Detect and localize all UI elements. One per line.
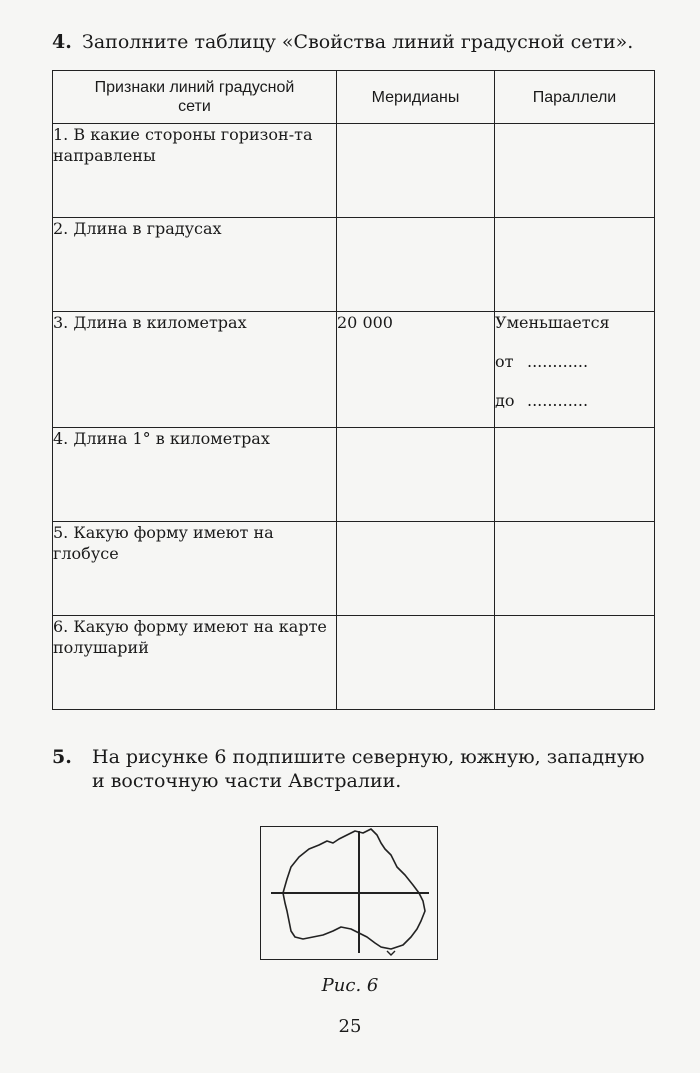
- row-question: 3. Длина в километрах: [53, 312, 337, 428]
- parallels-answer-cell[interactable]: [495, 616, 655, 710]
- row-question: 2. Длина в градусах: [53, 218, 337, 312]
- table-row: [53, 428, 655, 522]
- meridians-answer-cell[interactable]: [337, 124, 495, 218]
- australia-outline-map-icon: [261, 827, 436, 958]
- parallels-answer-cell[interactable]: [495, 218, 655, 312]
- header-meridians: Меридианы: [337, 71, 495, 124]
- table-header-row: [53, 71, 655, 124]
- from-label: от: [495, 352, 514, 371]
- to-blank[interactable]: ............: [527, 391, 589, 410]
- task-4: [52, 30, 633, 54]
- task-text: Заполните таблицу «Свойства линий градусной сети».: [82, 31, 634, 53]
- row-question: 1. В какие стороны горизон-та направлены: [53, 124, 337, 218]
- properties-table: [52, 70, 655, 710]
- parallels-value-cell: [495, 312, 655, 428]
- task-number: 4.: [52, 31, 72, 53]
- task-5: [52, 745, 652, 792]
- parallels-answer-cell[interactable]: [495, 124, 655, 218]
- header-parallels: Параллели: [495, 71, 655, 124]
- task-number: 5.: [52, 746, 72, 768]
- row-question: 5. Какую форму имеют на глобусе: [53, 522, 337, 616]
- to-label: до: [495, 391, 515, 410]
- row-question: 6. Какую форму имеют на карте полушарий: [53, 616, 337, 710]
- page-number: 25: [338, 1016, 362, 1037]
- row-question: 4. Длина 1° в километрах: [53, 428, 337, 522]
- table-row: [53, 218, 655, 312]
- task-text: На рисунке 6 подпишите северную, южную, западную и восточную части Австралии.: [92, 746, 645, 792]
- meridians-answer-cell[interactable]: [337, 616, 495, 710]
- to-line: [495, 390, 654, 411]
- meridians-answer-cell[interactable]: [337, 522, 495, 616]
- figure-6: [260, 826, 438, 960]
- from-line: [495, 351, 654, 372]
- meridians-answer-cell[interactable]: [337, 428, 495, 522]
- header-features: Признаки линий градусной сети: [53, 71, 337, 124]
- table-row: [53, 312, 655, 428]
- table-row: [53, 616, 655, 710]
- meridians-answer-cell[interactable]: [337, 218, 495, 312]
- meridians-value: 20 000: [337, 312, 495, 428]
- table-row: [53, 124, 655, 218]
- parallels-answer-cell[interactable]: [495, 428, 655, 522]
- from-blank[interactable]: ............: [527, 352, 589, 371]
- parallels-answer-cell[interactable]: [495, 522, 655, 616]
- table-row: [53, 522, 655, 616]
- figure-caption: Рис. 6: [321, 975, 379, 996]
- parallels-value: Уменьшается: [495, 313, 610, 332]
